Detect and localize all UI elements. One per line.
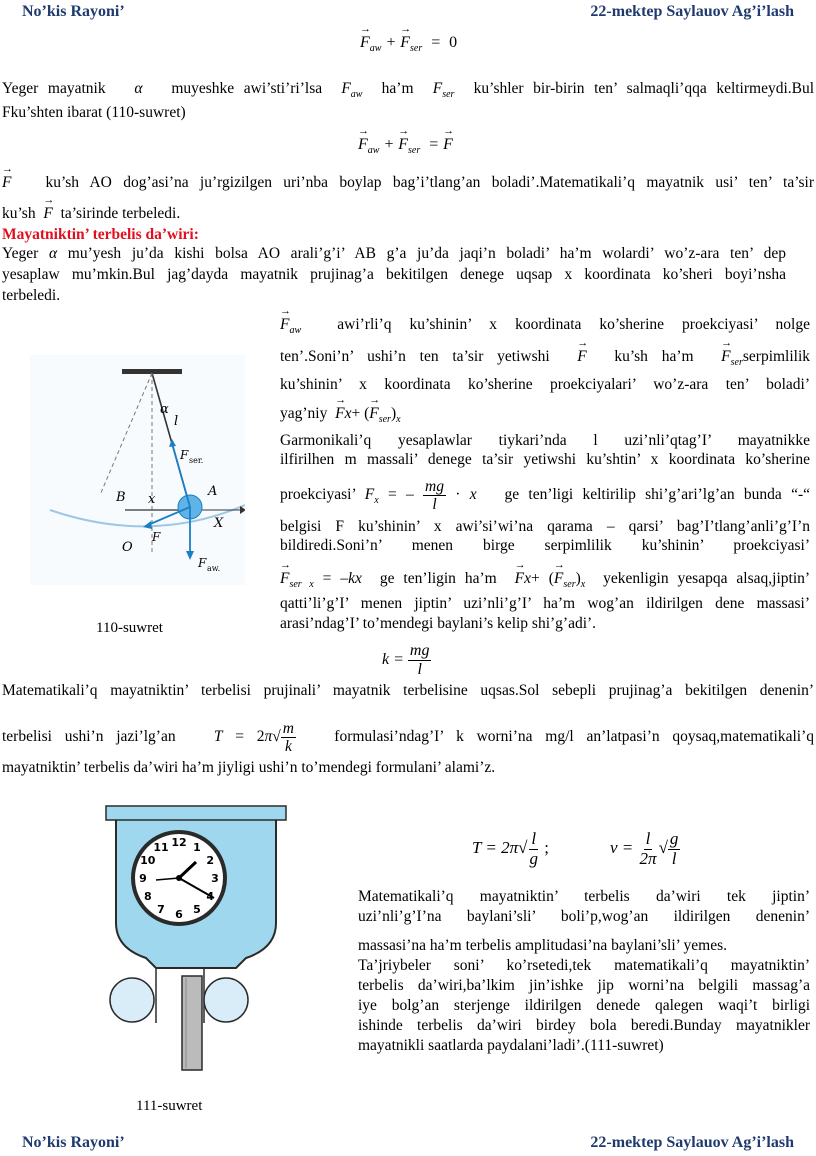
clock-number: 1	[193, 840, 201, 854]
weight-cylinder	[182, 976, 202, 1070]
label-a: A	[208, 484, 218, 499]
label-alpha: α	[160, 402, 169, 417]
right1-line-11: qatti’li’g’I’ menen jiptin’ uzi’nli’g’I’ ha’m wog’an ildirilgen dene massasi’	[280, 595, 810, 612]
clock-number: 10	[140, 854, 156, 867]
paragraph-1-line-1: Yeger mayatnik α muyeshke awi’sti’ri’lsa $F_{aw}$ ha’m $F_{ser}$ ku’shler bir-birin ten’ salmaqli’qqa keltirmeydi.Bul	[2, 80, 815, 100]
clock-number: 12	[171, 836, 187, 849]
section-heading: Mayatniktin’ terbelis da’wiri:	[2, 226, 199, 243]
paragraph-3-line-3: mayatniktin’ terbelis da’wiri ha’m jiyligi ushi’n to’mendegi formulani’ alami’z.	[2, 759, 496, 776]
clock-number: 3	[211, 872, 219, 885]
paragraph-2-line-2: ku’sh → F ta’sirinde terbeledi.	[2, 205, 180, 223]
right1-line-3: ku’shinin’ x koordinata ko’sherine proekciyalari’ wo’z-ara ten’ boladi’	[280, 376, 810, 393]
section-line-2: yesaplaw mu’mkin.Bul jag’dayda mayatnik prujinag’a bekitilgen denege uqsap x koordinata ko’sheri boyi’nsha	[2, 266, 786, 283]
right1-line-12: arasi’ndag’I’ to’mendegi baylani’s kelip shi’g’adi’.	[280, 615, 597, 632]
label-faw: F	[198, 556, 207, 570]
paragraph-3-line-2: terbelisi ushi’n jazi’lg’an T = 2π√ $\frac{m}{k}$ formulasi’ndag’I’ k worni’na mg/l an’latpasi’n qoysaq,matematikali’q	[2, 720, 815, 756]
right2-line-1: Matematikali’q mayatniktin’ terbelis da’wiri tek jiptin’	[358, 888, 810, 905]
label-x-axis: X	[214, 516, 224, 531]
bell-left	[110, 978, 154, 1022]
right2-line-7: ishinde terbelis da’wiri birdey bola beredi.Bunday mayatnikler	[358, 1017, 810, 1034]
right1-line-10: → $F_{ser x} = -kx$ ge ten’ligin ha’m → Fx+ (→ $F_{ser})_x$ yekenligin yesapqa alsaq,jiptin’	[280, 570, 810, 590]
clock-number: 6	[175, 908, 183, 921]
right2-line-6: iye bolg’an sterjenge ildirilgen denede qalegen waqi’t birligi	[358, 997, 810, 1014]
label-fser-sub: ser.	[189, 456, 204, 465]
section-line-1: Yeger α mu’yesh ju’da kishi bolsa AO arali’g’i’ AB g’a ju’da jaqi’n boladi’ ha’m wolardi’ wo’z-ara ten’ dep	[2, 245, 786, 262]
header-right: 22-mektep Saylauov Ag’i’lash	[590, 3, 794, 20]
label-o: O	[122, 540, 133, 555]
right1-line-2: ten’.Soni’n’ ushi’n ten ta’sir yetiwshi → F ku’sh ha’m → $F_{ser}serpimlilik$	[280, 348, 810, 368]
right1-line-4: yag’niy → Fx+ (→ $F_{ser})_x$	[280, 405, 401, 426]
right2-line-3: massasi’na ha’m terbelis amplitudasi’na baylani’sli’ yemes.	[358, 937, 728, 954]
figure-111-caption: 111-suwret	[136, 1098, 203, 1114]
clock-number: 7	[157, 903, 165, 917]
label-length: l	[174, 414, 179, 429]
equation-frequency: v = $\frac{l}{2\pi}$ √ $\frac{g}{l}$	[610, 829, 679, 868]
equation-force-balance: → $F_{aw}$ + → $F_{ser} = 0$	[360, 34, 457, 55]
header-left: No’kis Rayoni’	[22, 3, 125, 20]
clock-number: 11	[153, 840, 169, 854]
paragraph-1-line-2: Fku’shten ibarat (110-suwret)	[2, 104, 186, 121]
label-x-small: x	[148, 492, 156, 507]
right1-line-1: → $F_{aw}$ awi’rli’q ku’shinin’ x koordinata ko’sherine proekciyasi’ nolge	[280, 316, 810, 336]
label-f: F	[152, 530, 161, 544]
pendulum-figure	[30, 355, 245, 585]
right2-line-5: terbelis da’wiri,ba’lkim jin’ishke jip worni’na belgili massag’a	[358, 977, 810, 994]
clock-number: 9	[139, 872, 147, 885]
clock-number: 5	[193, 903, 201, 917]
clock-number: 2	[206, 854, 215, 867]
pendulum-clock-figure	[96, 798, 296, 1088]
equation-k: k = $\frac{mg}{l}$	[382, 642, 430, 678]
label-fser: F	[180, 448, 189, 462]
right2-line-8: mayatnikli saatlarda paydalani’ladi’.(111-suwret)	[358, 1037, 664, 1054]
label-faw-sub: aw.	[207, 564, 221, 573]
label-b: B	[116, 490, 126, 505]
right1-line-5: Garmonikali’q yesaplawlar tiykari’nda l uzi’nli’qtag’I’ mayatnikke	[280, 432, 810, 449]
right1-line-6: ilfirilhen m massali’ denege ta’sir yetiwshi ku’shtin’ x koordinata ko’sherine	[280, 451, 810, 468]
equation-resultant: → $F_{aw}$ + → $F_{ser}$ = → F	[358, 136, 453, 157]
right2-line-2: uzi’nli’g’I’na baylani’sli’ boli’p,wog’an ildirilgen denenin’	[358, 908, 810, 925]
right1-line-9: bildiredi.Soni’n’ menen birge serpimlilik ku’shinin’ proekciyasi’	[280, 537, 810, 554]
paragraph-2-line-1: → F ku’sh AO dog’asi’na ju’rgizilgen uri’nba boylap bag’i’tlang’an boladi’.Matematikali’q mayatnik usi’ ten’ ta’sir	[2, 174, 814, 192]
paragraph-3-line-1: Matematikali’q mayatniktin’ terbelisi prujinali’ mayatnik terbelisine uqsas.Sol sebepli prujinag’a bekitilgen denenin’	[2, 682, 814, 699]
right2-line-4: Ta’jriybeler soni’ ko’rsetedi,tek matematikali’q mayatniktin’	[358, 957, 810, 974]
footer-left: No’kis Rayoni’	[22, 1134, 125, 1151]
equation-period: T = 2π√ $\frac{l}{g}$ ;	[472, 829, 549, 868]
clock-number: 4	[206, 890, 215, 903]
figure-110-caption: 110-suwret	[96, 620, 163, 636]
right1-line-7: proekciyasi’ $F_x$ = – $\frac{mg}{l}$ · x ge ten’ligi keltirilip shi’g’ari’lg’an bunda “-“	[280, 478, 811, 514]
clock-number: 8	[143, 890, 152, 903]
footer-right: 22-mektep Saylauov Ag’i’lash	[590, 1134, 794, 1151]
section-line-3: terbeledi.	[2, 287, 61, 304]
right1-line-8: belgisi F ku’shinin’ x awi’si’wi’na qarama – qarsi’ bag’I’tlang’anli’g’I’n	[280, 518, 810, 535]
bell-right	[204, 978, 248, 1022]
